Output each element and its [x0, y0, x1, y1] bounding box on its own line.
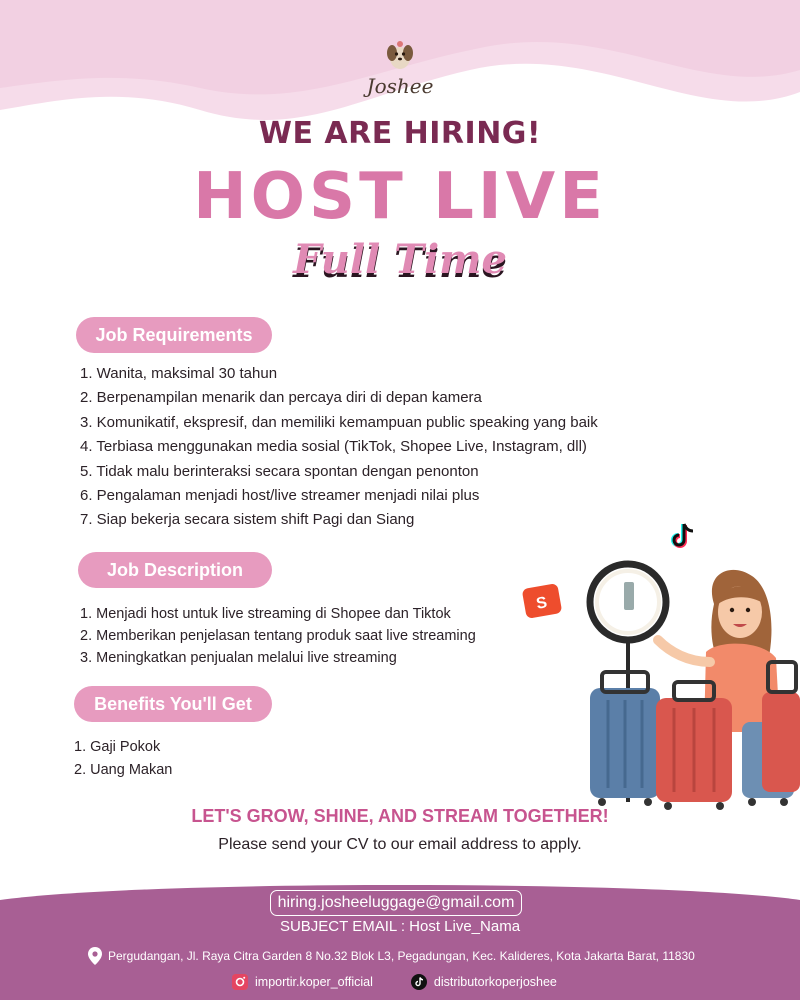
dog-logo-icon [383, 38, 417, 72]
location-pin-icon [88, 947, 102, 965]
tiktok-link[interactable] [411, 974, 557, 990]
benefits-pill: Benefits You'll Get [74, 686, 272, 722]
cta-heading: LET'S GROW, SHINE, AND STREAM TOGETHER! [191, 806, 609, 826]
requirements-pill: Job Requirements [76, 317, 272, 353]
address-text: Pergudangan, Jl. Raya Citra Garden 8 No.32 Blok L3, Pegadungan, Kec. Kalideres, Kota Jakarta Barat, 11830 [108, 949, 695, 963]
list-item: 2. Memberikan penjelasan tentang produk saat live streaming [80, 628, 476, 644]
social-links [232, 972, 595, 992]
brand-logo [350, 38, 450, 98]
email-subject: SUBJECT EMAIL : Host Live_Nama [279, 918, 521, 935]
list-item: 1. Gaji Pokok [74, 739, 161, 755]
cta-subtitle: Please send your CV to our email address to apply. [218, 836, 582, 853]
instagram-icon [232, 974, 248, 990]
list-item: 3. Meningkatkan penjualan melalui live streaming [80, 650, 397, 666]
list-item: 2. Uang Makan [74, 762, 173, 778]
instagram-handle: importir.koper_official [255, 975, 373, 989]
svg-text:S: S [535, 594, 549, 613]
requirements-list [80, 362, 680, 533]
tiktok-icon [666, 518, 700, 552]
address [88, 946, 788, 966]
list-item: 1. Wanita, maksimal 30 tahun [80, 365, 278, 382]
list-item: 6. Pengalaman menjadi host/live streamer menjadi nilai plus [80, 486, 480, 504]
list-item: 3. Komunikatif, ekspresif, dan memiliki kemampuan public speaking yang baik [80, 413, 598, 431]
tiktok-handle: distributorkoperjoshee [433, 975, 557, 989]
streamer-illustration [518, 512, 800, 812]
hiring-heading: WE ARE HIRING! [258, 116, 542, 151]
email-link[interactable]: hiring.josheeluggage@gmail.com [270, 890, 522, 916]
instagram-link[interactable] [232, 974, 373, 990]
shopee-icon [522, 583, 563, 619]
benefits-list [74, 736, 274, 782]
tiktok-icon [411, 974, 427, 990]
list-item: 4. Terbiasa menggunakan media sosial (TikTok, Shopee Live, Instagram, dll) [80, 438, 587, 456]
list-item: 7. Siap bekerja secara sistem shift Pagi dan Siang [80, 511, 415, 529]
list-item: 2. Berpenampilan menarik dan percaya diri di depan kamera [80, 389, 482, 407]
list-item: 5. Tidak malu berinteraksi secara spontan dengan penonton [80, 462, 479, 480]
description-list [80, 603, 540, 669]
description-pill: Job Description [78, 552, 272, 588]
position-title: HOST LIVE [193, 160, 607, 234]
list-item: 1. Menjadi host untuk live streaming di Shopee dan Tiktok [80, 606, 451, 622]
employment-type: Full Time [293, 236, 507, 283]
brand-name: Joshee [366, 74, 434, 98]
